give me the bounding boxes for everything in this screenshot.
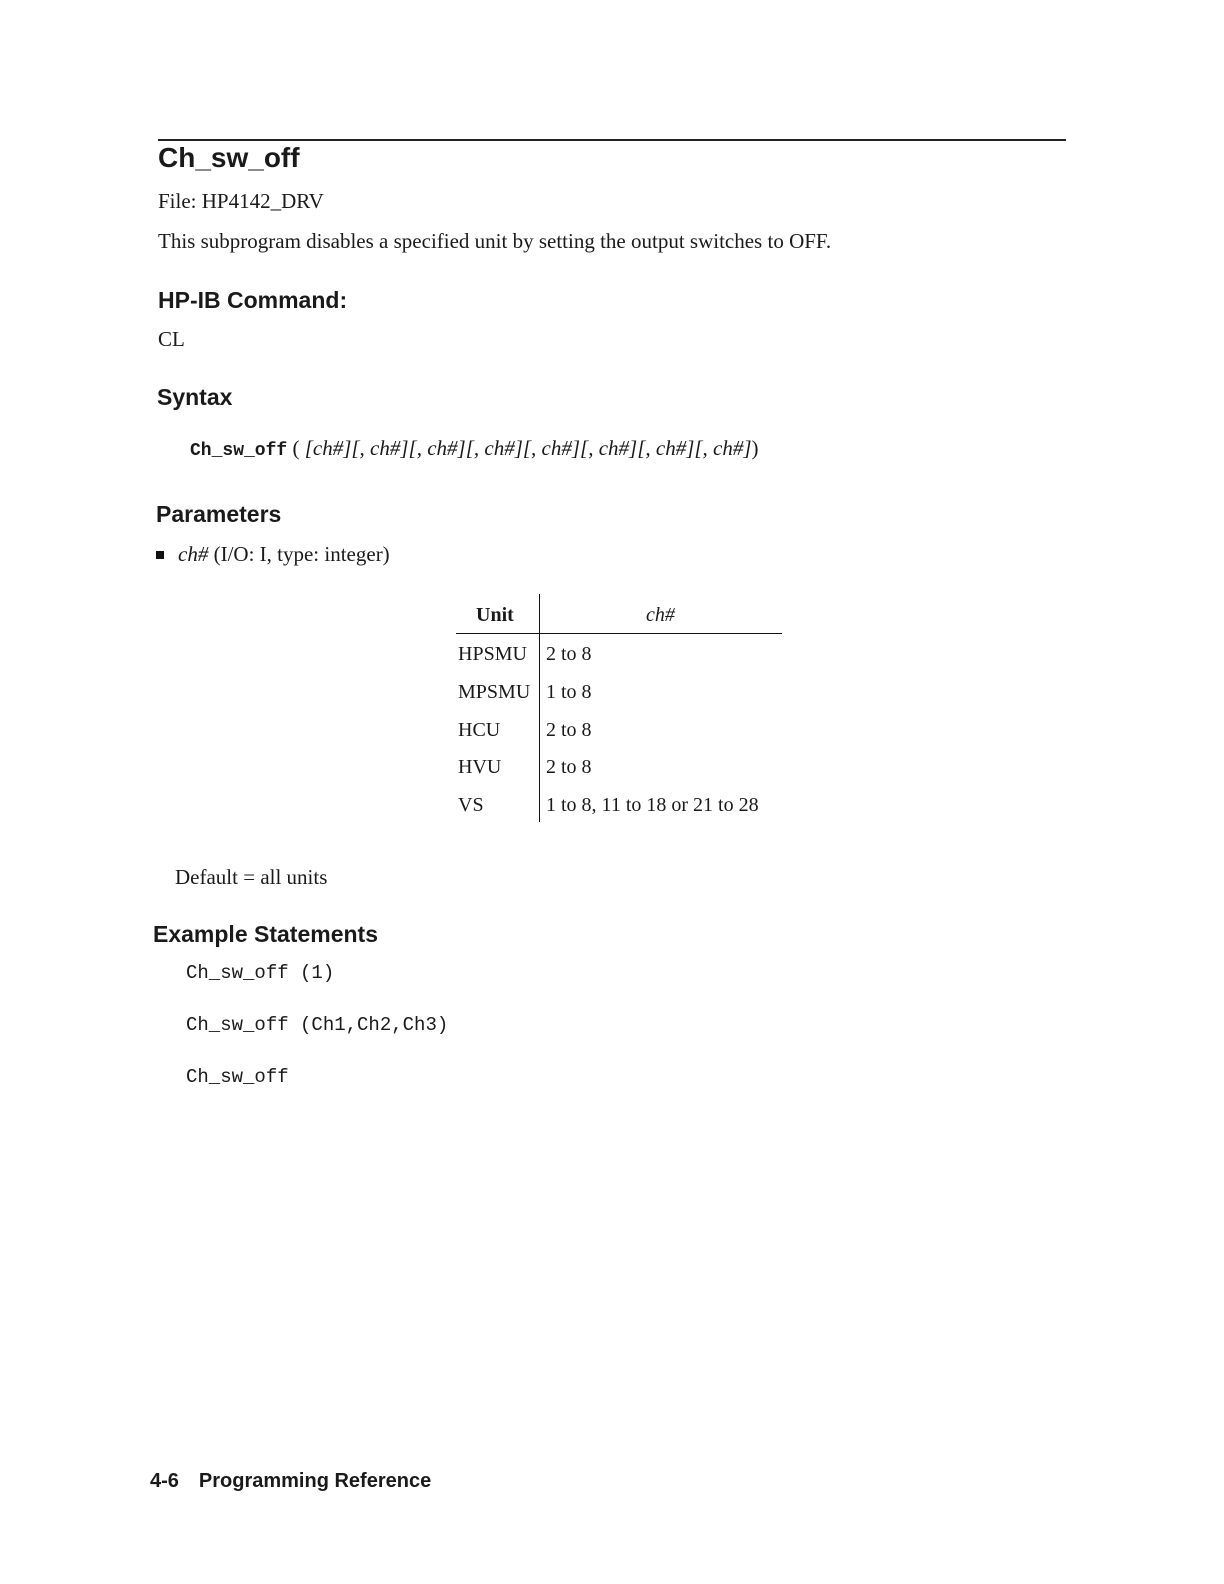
- syntax-args: [ch#][, ch#][, ch#][, ch#][, ch#][, ch#][, ch#][, ch#]: [304, 436, 752, 460]
- page-footer: [150, 1470, 431, 1493]
- parameter-desc: (I/O: I, type: integer): [208, 542, 390, 566]
- example-statement: Ch_sw_off: [186, 1066, 289, 1088]
- description: This subprogram disables a specified unit by setting the output switches to OFF.: [158, 229, 832, 253]
- page-title: Ch_sw_off: [158, 142, 300, 173]
- syntax-function: Ch_sw_off: [190, 441, 288, 461]
- hpib-command: CL: [158, 327, 185, 351]
- syntax-heading: Syntax: [157, 384, 233, 410]
- table-cell-unit: MPSMU: [458, 681, 531, 703]
- syntax-close: ): [751, 436, 759, 460]
- table-cell-ch: 2 to 8: [546, 756, 592, 778]
- footer-section: Programming Reference: [198, 1470, 432, 1492]
- table-cell-ch: 2 to 8: [546, 719, 592, 741]
- parameter-name: ch#: [178, 542, 209, 566]
- table-header-unit: Unit: [476, 604, 514, 626]
- hpib-heading: HP-IB Command:: [158, 287, 348, 313]
- table-cell-ch: 1 to 8: [546, 681, 592, 703]
- syntax-line: [190, 436, 759, 461]
- table-cell-ch: 2 to 8: [546, 643, 592, 665]
- table-header-rule: [456, 633, 782, 634]
- example-statement: Ch_sw_off (1): [186, 962, 335, 984]
- table-cell-unit: HVU: [458, 756, 502, 778]
- footer-page-number: 4-6: [150, 1470, 179, 1492]
- table-cell-unit: HPSMU: [458, 643, 527, 665]
- parameter-item: [178, 542, 390, 567]
- unit-channel-table: [456, 594, 782, 824]
- bullet-square-icon: [156, 551, 164, 559]
- table-cell-unit: HCU: [458, 719, 501, 741]
- file-line: File: HP4142_DRV: [158, 189, 324, 213]
- table-header-ch: ch#: [646, 604, 675, 626]
- syntax-open: (: [287, 436, 305, 460]
- table-cell-unit: VS: [458, 794, 484, 816]
- example-statement: Ch_sw_off (Ch1,Ch2,Ch3): [186, 1014, 449, 1036]
- default-text: Default = all units: [175, 865, 328, 889]
- top-rule: [158, 139, 1066, 141]
- examples-heading: Example Statements: [153, 921, 378, 947]
- table-cell-ch: 1 to 8, 11 to 18 or 21 to 28: [546, 794, 759, 816]
- table-column-divider: [539, 594, 540, 822]
- parameters-heading: Parameters: [156, 501, 282, 527]
